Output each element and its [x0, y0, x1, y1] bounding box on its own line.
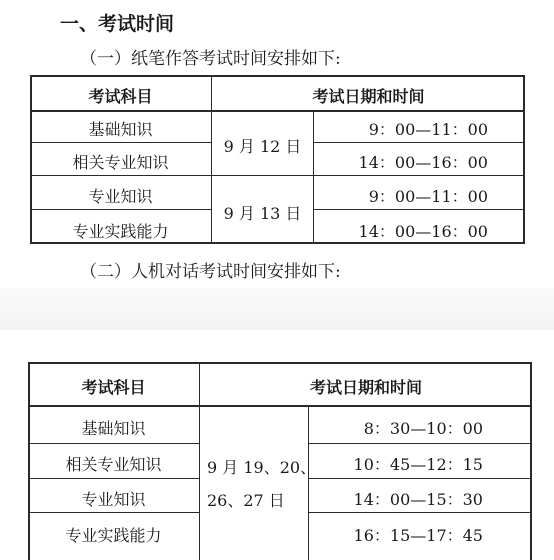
page-gap — [0, 288, 554, 330]
paper-row-time: 14：00—16：00 — [358, 222, 488, 241]
computer-row-time: 8：30—10：00 — [363, 419, 483, 438]
computer-row-subject: 专业知识 — [81, 490, 146, 509]
paper-date: 9 月 13 日 — [223, 204, 302, 223]
paper-row-time: 9：00—11：00 — [368, 187, 488, 206]
paper-header-datetime: 考试日期和时间 — [312, 87, 425, 106]
computer-table-divider — [308, 443, 532, 444]
computer-date-line2: 26、27 日 — [207, 491, 285, 510]
computer-header-datetime: 考试日期和时间 — [309, 378, 422, 397]
computer-date-line1: 9 月 19、20、 — [207, 458, 317, 477]
paper-table-divider — [30, 142, 211, 143]
computer-header-subject: 考试科目 — [81, 378, 146, 397]
computer-row-subject: 专业实践能力 — [65, 526, 162, 545]
paper-row-subject: 专业知识 — [88, 187, 153, 206]
paper-date: 9 月 12 日 — [223, 137, 302, 156]
computer-row-subject: 基础知识 — [81, 419, 146, 438]
paper-header-subject: 考试科目 — [88, 87, 153, 106]
computer-row-time: 14：00—15：30 — [353, 490, 483, 509]
computer-row-time: 10：45—12：15 — [353, 455, 483, 474]
paper-table-divider — [313, 142, 525, 143]
computer-table-divider — [28, 443, 199, 444]
computer-table-divider — [308, 478, 532, 479]
computer-row-time: 16：15—17：45 — [353, 526, 483, 545]
paper-table-divider — [30, 209, 211, 210]
computer-exam-subtitle: （二）人机对话考试时间安排如下: — [80, 262, 341, 282]
computer-row-subject: 相关专业知识 — [65, 455, 162, 474]
paper-table-divider — [30, 110, 525, 112]
paper-row-time: 14：00—16：00 — [358, 153, 488, 172]
paper-row-time: 9：00—11：00 — [368, 120, 488, 139]
computer-table-divider — [28, 512, 199, 513]
paper-row-subject: 基础知识 — [88, 120, 153, 139]
paper-table-divider — [313, 209, 525, 210]
paper-table-divider — [30, 175, 525, 176]
paper-exam-subtitle: （一）纸笔作答考试时间安排如下: — [80, 49, 341, 69]
section-title: 一、考试时间 — [60, 13, 175, 35]
paper-row-subject: 专业实践能力 — [72, 222, 169, 241]
computer-table-divider — [308, 512, 532, 513]
paper-row-subject: 相关专业知识 — [72, 153, 169, 172]
computer-table-divider — [28, 405, 532, 407]
computer-table-divider — [28, 478, 199, 479]
